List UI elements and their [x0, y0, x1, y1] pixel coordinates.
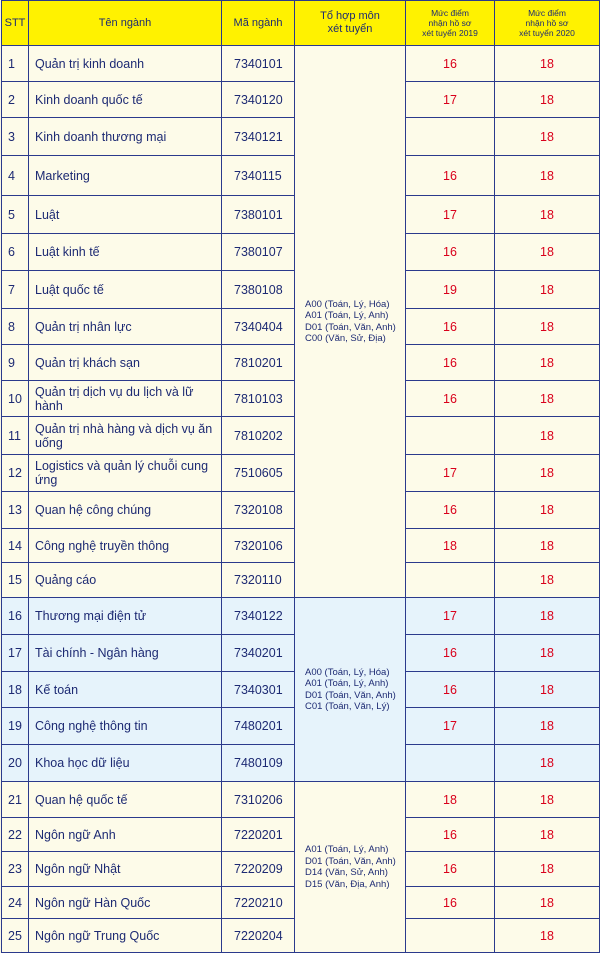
row-major-code: 7340121 — [222, 118, 295, 156]
row-score-2020: 18 — [495, 82, 600, 118]
row-score-2020: 18 — [495, 887, 600, 919]
row-score-2020: 18 — [495, 271, 600, 309]
row-score-2019: 16 — [406, 309, 495, 345]
row-score-2019: 16 — [406, 156, 495, 196]
subject-combo: D01 (Toán, Văn, Anh) — [305, 321, 396, 333]
row-stt: 6 — [2, 234, 29, 271]
row-major-code: 7380107 — [222, 234, 295, 271]
row-major-name: Logistics và quản lý chuỗi cung ứng — [29, 455, 222, 492]
row-major-code: 7380101 — [222, 196, 295, 234]
row-major-name: Luật quốc tế — [29, 271, 222, 309]
row-major-code: 7340301 — [222, 672, 295, 708]
subject-combo: C01 (Toán, Văn, Lý) — [305, 701, 390, 712]
row-score-2019: 16 — [406, 381, 495, 417]
row-major-code: 7480201 — [222, 708, 295, 745]
row-major-name: Quảng cáo — [29, 563, 222, 598]
row-major-code: 7220201 — [222, 818, 295, 852]
row-stt: 3 — [2, 118, 29, 156]
row-major-name: Công nghệ thông tin — [29, 708, 222, 745]
row-stt: 22 — [2, 818, 29, 852]
row-score-2019 — [406, 745, 495, 782]
row-score-2020: 18 — [495, 852, 600, 887]
header-row — [2, 1, 600, 46]
row-score-2019: 16 — [406, 887, 495, 919]
row-stt: 11 — [2, 417, 29, 455]
row-major-name: Công nghệ truyền thông — [29, 529, 222, 563]
row-stt: 17 — [2, 635, 29, 672]
row-score-2019: 16 — [406, 852, 495, 887]
subject-combos — [295, 598, 406, 782]
row-score-2019: 16 — [406, 46, 495, 82]
row-major-name: Khoa học dữ liệu — [29, 745, 222, 782]
row-major-name: Quản trị khách sạn — [29, 345, 222, 381]
row-stt: 1 — [2, 46, 29, 82]
row-major-name: Ngôn ngữ Nhật — [29, 852, 222, 887]
row-major-name: Thương mại điện tử — [29, 598, 222, 635]
row-stt: 16 — [2, 598, 29, 635]
row-stt: 19 — [2, 708, 29, 745]
row-score-2019: 17 — [406, 455, 495, 492]
row-score-2019: 16 — [406, 818, 495, 852]
header-score-2020: Mức điểm nhận hồ sơ xét tuyển 2020 — [495, 1, 600, 46]
row-score-2020: 18 — [495, 563, 600, 598]
header-combo: Tổ hợp môn xét tuyển — [295, 1, 406, 46]
table-row — [2, 598, 600, 635]
row-stt: 21 — [2, 782, 29, 818]
row-major-code: 7220209 — [222, 852, 295, 887]
row-score-2020: 18 — [495, 234, 600, 271]
table-body — [2, 46, 600, 953]
row-major-name: Luật kinh tế — [29, 234, 222, 271]
row-score-2019: 17 — [406, 708, 495, 745]
row-major-code: 7340120 — [222, 82, 295, 118]
row-major-name: Kinh doanh thương mại — [29, 118, 222, 156]
row-major-name: Luật — [29, 196, 222, 234]
row-score-2020: 18 — [495, 635, 600, 672]
row-major-name: Quản trị dịch vụ du lịch và lữ hành — [29, 381, 222, 417]
row-major-code: 7810201 — [222, 345, 295, 381]
row-score-2019 — [406, 118, 495, 156]
row-score-2020: 18 — [495, 782, 600, 818]
row-score-2020: 18 — [495, 598, 600, 635]
row-score-2020: 18 — [495, 492, 600, 529]
row-major-name: Marketing — [29, 156, 222, 196]
row-score-2019: 17 — [406, 598, 495, 635]
row-major-name: Quản trị nhà hàng và dịch vụ ăn uống — [29, 417, 222, 455]
subject-combos — [295, 782, 406, 953]
row-score-2019: 16 — [406, 345, 495, 381]
row-score-2020: 18 — [495, 156, 600, 196]
row-major-name: Kế toán — [29, 672, 222, 708]
row-score-2020: 18 — [495, 672, 600, 708]
table-row — [2, 46, 600, 82]
row-score-2019: 18 — [406, 782, 495, 818]
row-major-code: 7380108 — [222, 271, 295, 309]
row-major-code: 7810103 — [222, 381, 295, 417]
row-major-name: Quản trị kinh doanh — [29, 46, 222, 82]
header-code: Mã ngành — [222, 1, 295, 46]
row-major-name: Ngôn ngữ Trung Quốc — [29, 919, 222, 953]
row-major-name: Quan hệ quốc tế — [29, 782, 222, 818]
row-stt: 15 — [2, 563, 29, 598]
row-score-2019 — [406, 563, 495, 598]
table-row — [2, 782, 600, 818]
row-major-code: 7340122 — [222, 598, 295, 635]
row-major-code: 7310206 — [222, 782, 295, 818]
row-score-2019 — [406, 417, 495, 455]
row-score-2019: 16 — [406, 635, 495, 672]
subject-combo: A01 (Toán, Lý, Anh) — [305, 678, 389, 689]
row-stt: 18 — [2, 672, 29, 708]
row-stt: 10 — [2, 381, 29, 417]
subject-combos — [295, 46, 406, 598]
header-stt: STT — [2, 1, 29, 46]
row-stt: 9 — [2, 345, 29, 381]
row-score-2019: 16 — [406, 492, 495, 529]
row-score-2019: 18 — [406, 529, 495, 563]
row-major-name: Quản trị nhân lực — [29, 309, 222, 345]
header-name: Tên ngành — [29, 1, 222, 46]
row-score-2020: 18 — [495, 455, 600, 492]
row-major-code: 7340201 — [222, 635, 295, 672]
row-stt: 14 — [2, 529, 29, 563]
row-stt: 7 — [2, 271, 29, 309]
subject-combo: A01 (Toán, Lý, Anh) — [305, 310, 389, 321]
row-stt: 13 — [2, 492, 29, 529]
row-stt: 2 — [2, 82, 29, 118]
row-score-2019: 16 — [406, 234, 495, 271]
subject-combo: A01 (Toán, Lý, Anh) — [305, 844, 389, 855]
row-score-2019: 19 — [406, 271, 495, 309]
row-score-2019 — [406, 919, 495, 953]
row-stt: 24 — [2, 887, 29, 919]
row-major-name: Tài chính - Ngân hàng — [29, 635, 222, 672]
row-stt: 4 — [2, 156, 29, 196]
row-major-code: 7320108 — [222, 492, 295, 529]
row-score-2019: 17 — [406, 196, 495, 234]
row-score-2020: 18 — [495, 196, 600, 234]
row-major-name: Ngôn ngữ Hàn Quốc — [29, 887, 222, 919]
header-score-2019: Mức điểm nhận hồ sơ xét tuyển 2019 — [406, 1, 495, 46]
row-major-code: 7320110 — [222, 563, 295, 598]
subject-combo: D01 (Toán, Văn, Anh) — [305, 855, 396, 867]
row-major-code: 7510605 — [222, 455, 295, 492]
subject-combo: D15 (Văn, Địa, Anh) — [305, 878, 390, 890]
row-stt: 12 — [2, 455, 29, 492]
subject-combo: A00 (Toán, Lý, Hóa) — [305, 298, 390, 310]
subject-combo: A00 (Toán, Lý, Hóa) — [305, 666, 390, 678]
row-score-2020: 18 — [495, 919, 600, 953]
row-major-code: 7220204 — [222, 919, 295, 953]
row-stt: 20 — [2, 745, 29, 782]
row-score-2020: 18 — [495, 118, 600, 156]
row-major-name: Ngôn ngữ Anh — [29, 818, 222, 852]
row-score-2020: 18 — [495, 46, 600, 82]
row-score-2020: 18 — [495, 345, 600, 381]
row-score-2020: 18 — [495, 309, 600, 345]
row-major-name: Quan hệ công chúng — [29, 492, 222, 529]
row-score-2019: 17 — [406, 82, 495, 118]
subject-combo: C00 (Văn, Sử, Địa) — [305, 333, 386, 344]
subject-combo: D14 (Văn, Sử, Anh) — [305, 867, 388, 878]
admission-table — [1, 0, 600, 953]
row-major-code: 7480109 — [222, 745, 295, 782]
row-major-code: 7810202 — [222, 417, 295, 455]
subject-combo: D01 (Toán, Văn, Anh) — [305, 689, 396, 701]
row-stt: 23 — [2, 852, 29, 887]
row-score-2020: 18 — [495, 818, 600, 852]
row-score-2019: 16 — [406, 672, 495, 708]
row-score-2020: 18 — [495, 529, 600, 563]
row-score-2020: 18 — [495, 745, 600, 782]
row-major-code: 7340115 — [222, 156, 295, 196]
row-major-name: Kinh doanh quốc tế — [29, 82, 222, 118]
row-stt: 8 — [2, 309, 29, 345]
row-major-code: 7320106 — [222, 529, 295, 563]
row-major-code: 7220210 — [222, 887, 295, 919]
row-score-2020: 18 — [495, 708, 600, 745]
row-score-2020: 18 — [495, 417, 600, 455]
row-major-code: 7340101 — [222, 46, 295, 82]
row-major-code: 7340404 — [222, 309, 295, 345]
row-stt: 25 — [2, 919, 29, 953]
row-stt: 5 — [2, 196, 29, 234]
row-score-2020: 18 — [495, 381, 600, 417]
